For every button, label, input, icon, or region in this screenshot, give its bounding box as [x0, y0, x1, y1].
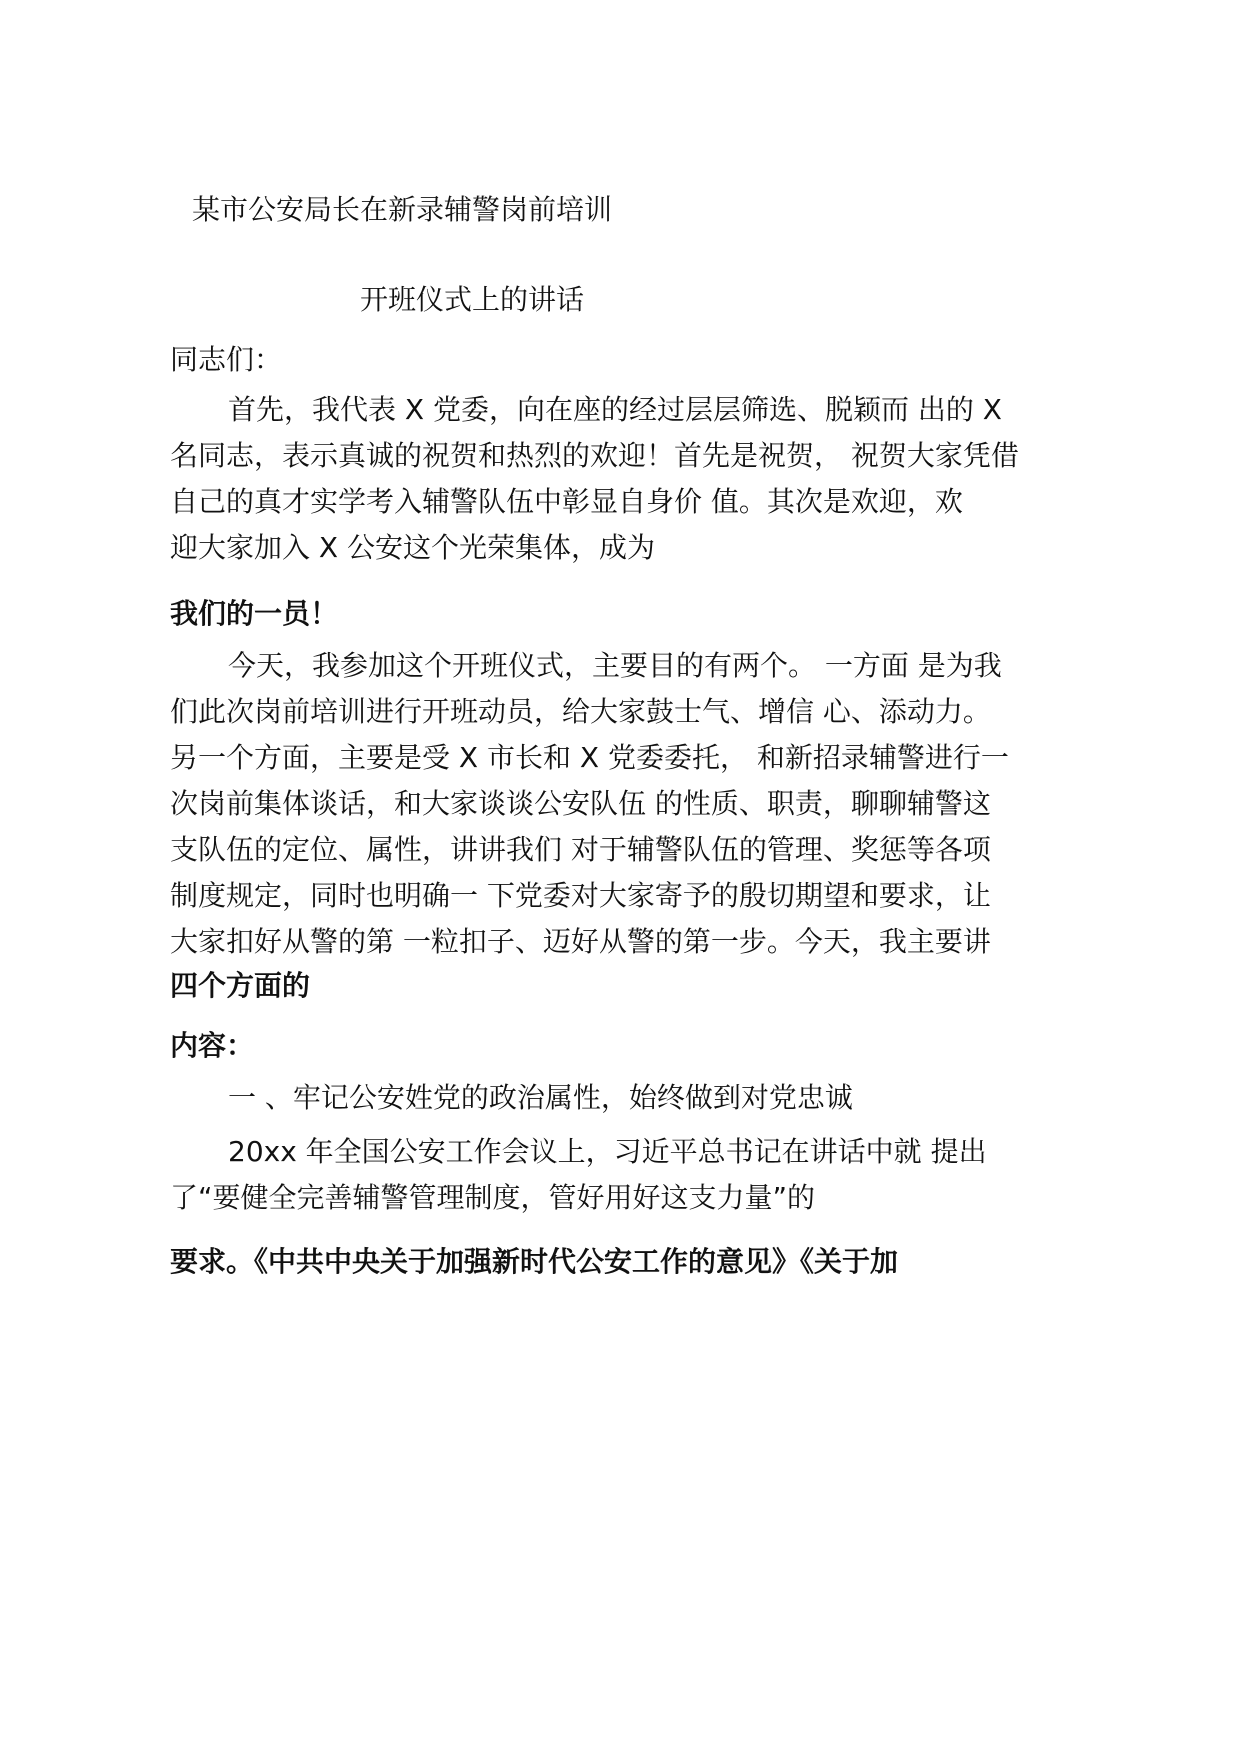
paragraph-2-line-5: 支队伍的定位、属性，讲讲我们 对于辅警队伍的管理、奖惩等各项 [170, 833, 991, 866]
paragraph-2-line-4: 次岗前集体谈话，和大家谈谈公安队伍 的性质、职责，聊聊辅警这 [170, 787, 991, 820]
salutation: 同志们： [170, 343, 283, 376]
paragraph-2-line-2: 们此次岗前培训进行开班动员，给大家鼓士气、增信 心、添动力。 [170, 695, 991, 728]
section-1-heading: 一 、牢记公安姓党的政治属性，始终做到对党忠诚 [228, 1081, 853, 1114]
paragraph-3-line-2: 了“要健全完善辅警管理制度，管好用好这支力量”的 [170, 1181, 816, 1214]
paragraph-2-line-7: 大家扣好从警的第 一粒扣子、迈好从警的第一步。今天，我主要讲 [170, 925, 991, 958]
paragraph-1-line-3: 自己的真才实学考入辅警队伍中彰显自身价 值。其次是欢迎，欢 [170, 485, 963, 518]
paragraph-1-line-4: 迎大家加入 X 公安这个光荣集体，成为 [170, 531, 655, 564]
paragraph-3-end: 要求。《中共中央关于加强新时代公安工作的意见》《关于加 [170, 1245, 899, 1278]
document-title-line-2: 开班仪式上的讲话 [360, 283, 585, 316]
paragraph-1-line-2: 名同志，表示真诚的祝贺和热烈的欢迎！首先是祝贺， 祝贺大家凭借 [170, 439, 1019, 472]
paragraph-2-line-3: 另一个方面，主要是受 X 市长和 X 党委委托， 和新招录辅警进行一 [170, 741, 1009, 774]
paragraph-2-line-8: 四个方面的 [170, 969, 311, 1002]
paragraph-1-line-1: 首先，我代表 X 党委，向在座的经过层层筛选、脱颖而 出的 X [228, 393, 1002, 426]
document-title-line-1: 某市公安局长在新录辅警岗前培训 [192, 193, 613, 226]
paragraph-3-line-1: 20xx 年全国公安工作会议上，习近平总书记在讲话中就 提出 [228, 1135, 987, 1168]
paragraph-2-line-6: 制度规定，同时也明确一 下党委对大家寄予的殷切期望和要求，让 [170, 879, 991, 912]
paragraph-2-line-1: 今天，我参加这个开班仪式，主要目的有两个。 一方面 是为我 [228, 649, 1002, 682]
paragraph-1-end: 我们的一员！ [170, 597, 339, 630]
paragraph-2-end: 内容： [170, 1029, 255, 1062]
